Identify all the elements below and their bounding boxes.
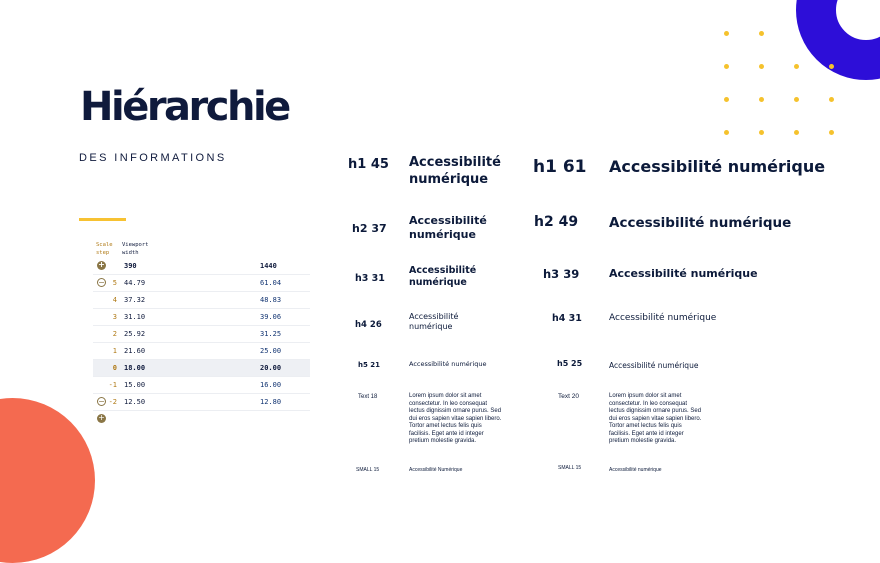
mobile-h2-label: h2 37 [352, 222, 387, 235]
scale-step: -2 [108, 398, 117, 406]
remove-step-top-icon[interactable]: − [98, 278, 105, 287]
decorative-dot [829, 130, 834, 135]
min-size: 18.00 [124, 364, 146, 372]
min-size: 31.10 [124, 313, 146, 321]
mobile-h5-sample: Accessibilité numérique [409, 360, 487, 368]
decorative-dot [794, 130, 799, 135]
mobile-h4-sample: Accessibilité numérique [409, 312, 459, 332]
decorative-dot [724, 64, 729, 69]
decorative-dot [794, 97, 799, 102]
remove-step-bottom-icon[interactable]: − [98, 397, 105, 406]
scale-step: 5 [112, 279, 117, 287]
max-size: 61.04 [260, 279, 282, 287]
min-size: 15.00 [124, 381, 146, 389]
mobile-small-sample: Accessibilité Numérique [409, 467, 463, 473]
table-row [93, 309, 310, 326]
table-row [93, 275, 310, 292]
scale-step: 1 [112, 347, 117, 355]
decorative-dot [829, 64, 834, 69]
table-row [93, 343, 310, 360]
min-size: 37.32 [124, 296, 146, 304]
desktop-h4-label: h4 31 [552, 313, 582, 324]
decorative-dot [759, 64, 764, 69]
desktop-h1-sample: Accessibilité numérique [609, 157, 826, 176]
decorative-dot [724, 97, 729, 102]
desktop-small-sample: Accessibilité numérique [609, 467, 662, 473]
scale-table-header [93, 238, 310, 258]
max-size: 31.25 [260, 330, 282, 338]
desktop-h4-sample: Accessibilité numérique [609, 313, 717, 323]
desktop-h3-sample: Accessibilité numérique [609, 267, 758, 280]
mobile-text-label: Text 18 [358, 394, 378, 400]
viewport-width-header: Viewport width [122, 242, 149, 256]
decorative-dot [794, 64, 799, 69]
mobile-h2-sample: Accessibilité numérique [409, 214, 487, 242]
mobile-h5-label: h5 21 [358, 361, 381, 369]
viewport-max: 1440 [260, 262, 277, 270]
page-title: Hiérarchie [80, 84, 289, 130]
decorative-dot [759, 130, 764, 135]
table-row [93, 377, 310, 394]
max-size: 16.00 [260, 381, 282, 389]
table-row-viewport [93, 258, 310, 275]
desktop-h5-sample: Accessibilité numérique [609, 361, 699, 370]
table-row-base [93, 360, 310, 377]
mobile-body-sample: Lorem ipsum dolor sit amet consectetur. In leo consequat lectus dignissim ornare purus. Sed dui eros sapien vitae sapien libero. Tortor amet lectus felis quis facilisis. Eget ante id integer pretium molestie gravida. [409, 393, 502, 444]
decorative-dot [724, 130, 729, 135]
desktop-h3-label: h3 39 [543, 267, 580, 281]
max-size: 20.00 [260, 364, 282, 372]
scale-step: 0 [112, 364, 117, 372]
type-scale-table [93, 238, 310, 427]
add-step-top-icon[interactable]: + [98, 260, 105, 269]
decorative-dot [759, 97, 764, 102]
mobile-h1-sample: Accessibilité numérique [409, 155, 501, 187]
coral-circle-decoration [0, 398, 95, 563]
decorative-dot [829, 97, 834, 102]
mobile-h3-label: h3 31 [355, 273, 385, 284]
mobile-h1-label: h1 45 [348, 157, 389, 172]
desktop-h2-sample: Accessibilité numérique [609, 215, 792, 231]
blue-ring-decoration [796, 0, 880, 80]
decorative-dot [759, 31, 764, 36]
desktop-h5-label: h5 25 [557, 359, 583, 368]
min-size: 12.50 [124, 398, 146, 406]
scale-step: 4 [112, 296, 117, 304]
mobile-small-label: SMALL 15 [356, 467, 380, 473]
desktop-text-label: Text 20 [558, 393, 579, 400]
accent-rule [79, 218, 126, 221]
max-size: 39.06 [260, 313, 282, 321]
table-row [93, 326, 310, 343]
add-step-bottom-icon[interactable]: + [98, 413, 105, 422]
scale-step: 3 [112, 313, 117, 321]
mobile-h3-sample: Accessibilité numérique [409, 265, 477, 289]
desktop-h2-label: h2 49 [534, 214, 579, 230]
min-size: 21.60 [124, 347, 146, 355]
scale-step: 2 [112, 330, 117, 338]
page-subtitle: DES INFORMATIONS [79, 152, 227, 164]
table-row [93, 292, 310, 309]
max-size: 25.00 [260, 347, 282, 355]
min-size: 25.92 [124, 330, 146, 338]
min-size: 44.79 [124, 279, 146, 287]
viewport-min: 390 [124, 262, 137, 270]
max-size: 48.83 [260, 296, 282, 304]
scale-step-header: Scale step [96, 242, 113, 256]
desktop-h1-label: h1 61 [533, 157, 587, 177]
desktop-small-label: SMALL 15 [558, 465, 582, 471]
scale-step: -1 [108, 381, 117, 389]
table-row [93, 394, 310, 411]
mobile-h4-label: h4 26 [355, 320, 382, 330]
table-row-add [93, 411, 310, 427]
decorative-dot [724, 31, 729, 36]
max-size: 12.80 [260, 398, 282, 406]
desktop-body-sample: Lorem ipsum dolor sit amet consectetur. In leo consequat lectus dignissim ornare purus. Sed dui eros sapien vitae sapien libero. Tortor amet lectus felis quis facilisis. Eget ante id integer pretium molestie gravida. [609, 393, 702, 444]
